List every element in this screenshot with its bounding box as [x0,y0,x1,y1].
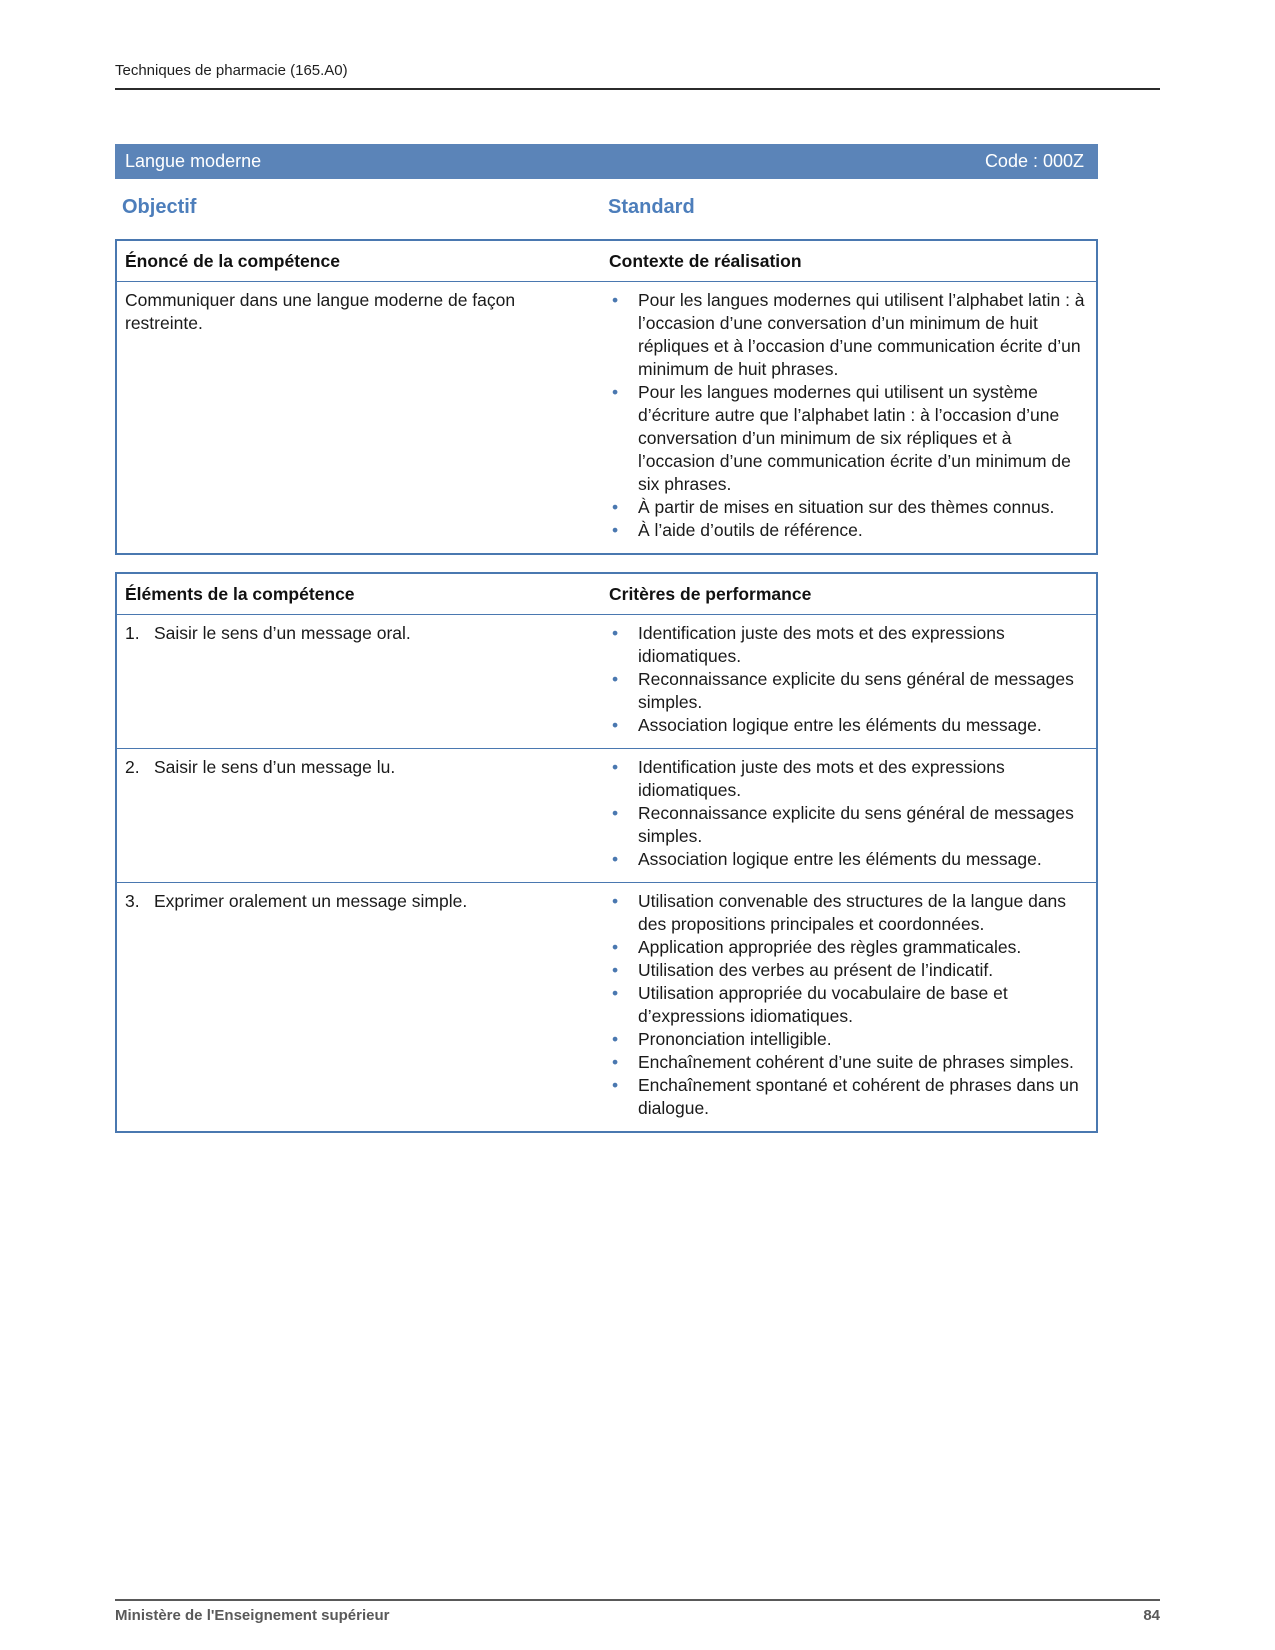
document-footer [115,1599,1160,1624]
list-item: • Association logique entre les éléments du message. [609,714,1086,737]
criteria-list [609,890,1086,1120]
element-number: 1. [125,623,140,643]
element-number: 3. [125,891,140,911]
list-item: • À partir de mises en situation sur des thèmes connus. [609,496,1086,519]
objectif-heading: Objectif [122,196,197,218]
footer-rule [115,1599,1160,1601]
list-item: • Pour les langues modernes qui utilisent un système d’écriture autre que l’alphabet latin : à l’occasion d’une conversation d’un minimum de six répliques et à l’occasion d’une communication écrite d’un minimum de six phrases. [609,381,1086,496]
list-item: • Prononciation intelligible. [609,1028,1086,1051]
document-header [115,62,1160,90]
criteria-cell [601,749,1097,883]
element-cell [116,883,601,1133]
contexte-cell [601,282,1097,555]
element-number: 2. [125,757,140,777]
list-item: • Utilisation convenable des structures de la langue dans des propositions principales et coordonnées. [609,890,1086,936]
table-row [116,615,1097,749]
elements-competence-header: Éléments de la compétence [116,573,601,615]
section-headings [115,195,1098,219]
criteria-cell [601,615,1097,749]
list-item: • Enchaînement cohérent d’une suite de phrases simples. [609,1051,1086,1074]
element-statement [125,756,591,779]
list-item: • Association logique entre les éléments du message. [609,848,1086,871]
table-header-row [116,573,1097,615]
list-item: • Utilisation des verbes au présent de l’indicatif. [609,959,1086,982]
header-title: Techniques de pharmacie (165.A0) [115,62,348,79]
table-header-row [116,240,1097,282]
table-row [116,749,1097,883]
element-cell [116,749,601,883]
standard-heading: Standard [608,196,695,218]
contexte-realisation-header: Contexte de réalisation [601,240,1097,282]
competence-context-table [115,239,1098,555]
objectif-column [115,195,600,219]
list-item: • Identification juste des mots et des expressions idiomatiques. [609,756,1086,802]
criteria-list [609,756,1086,871]
table-row [116,883,1097,1133]
criteres-performance-header: Critères de performance [601,573,1097,615]
list-item: • Enchaînement spontané et cohérent de phrases dans un dialogue. [609,1074,1086,1120]
list-item: • Pour les langues modernes qui utilisent l’alphabet latin : à l’occasion d’une conversation d’un minimum de huit répliques et à l’occasion d’une communication écrite d’un minimum de huit phrases. [609,289,1086,381]
competence-statement: Communiquer dans une langue moderne de façon restreinte. [125,290,516,333]
list-item: • Reconnaissance explicite du sens général de messages simples. [609,802,1086,848]
elements-criteres-table [115,572,1098,1133]
contexte-list [609,289,1086,542]
element-statement [125,890,591,913]
course-banner [115,144,1098,179]
criteria-cell [601,883,1097,1133]
element-text: Saisir le sens d’un message lu. [154,757,396,777]
enonce-competence-header: Énoncé de la compétence [116,240,601,282]
element-cell [116,615,601,749]
footer-line [115,1607,1160,1624]
list-item: • À l’aide d’outils de référence. [609,519,1086,542]
list-item: • Identification juste des mots et des expressions idiomatiques. [609,622,1086,668]
footer-ministry: Ministère de l'Enseignement supérieur [115,1607,390,1624]
list-item: • Application appropriée des règles grammaticales. [609,936,1086,959]
criteria-list [609,622,1086,737]
element-statement [125,622,591,645]
list-item: • Reconnaissance explicite du sens général de messages simples. [609,668,1086,714]
course-title: Langue moderne [125,151,262,171]
list-item: • Utilisation appropriée du vocabulaire de base et d’expressions idiomatiques. [609,982,1086,1028]
element-text: Exprimer oralement un message simple. [154,891,468,911]
table-row [116,282,1097,555]
element-text: Saisir le sens d’un message oral. [154,623,411,643]
course-code: Code : 000Z [984,151,1084,171]
standard-column [600,195,1098,219]
footer-page-number: 84 [1143,1607,1160,1624]
competence-statement-cell [116,282,601,555]
